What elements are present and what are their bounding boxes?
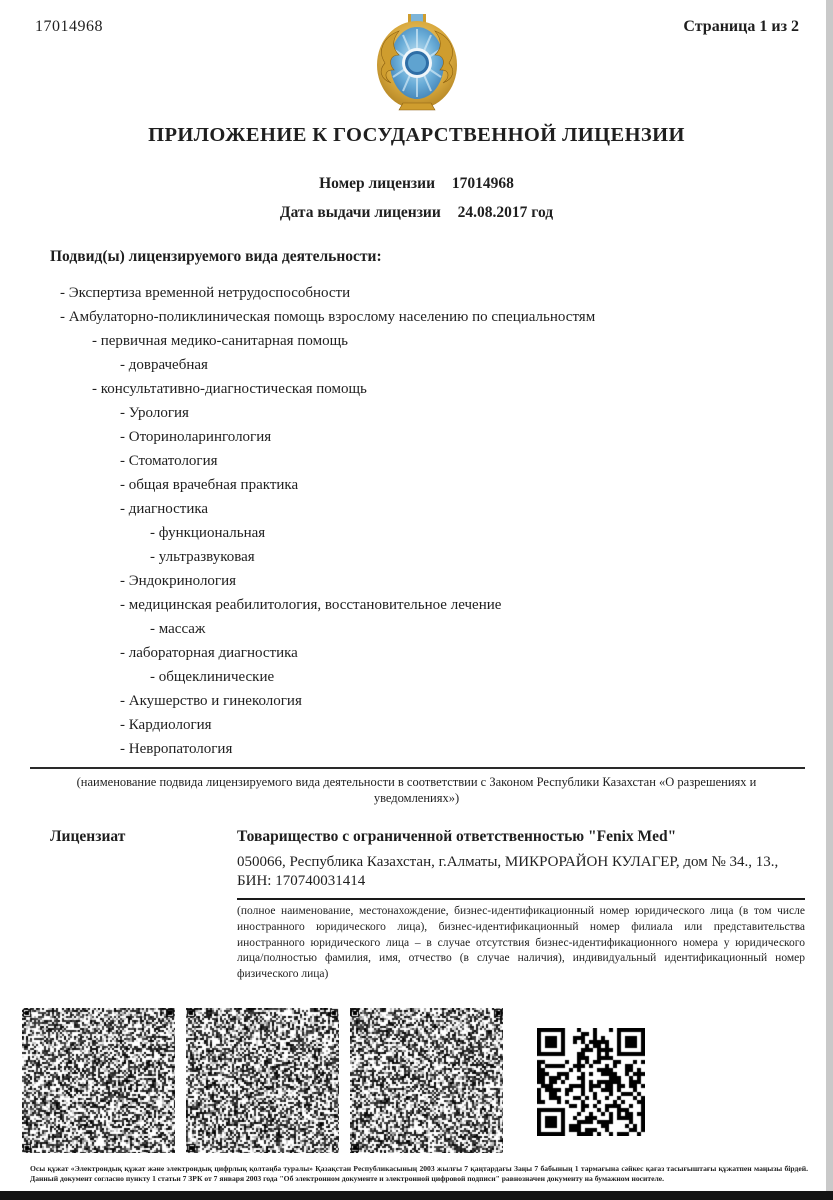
activity-item: - Невропатология [120, 741, 233, 757]
activity-item: - Стоматология [120, 453, 218, 469]
license-number-line [0, 175, 833, 193]
data-matrix-block-icon [186, 1008, 339, 1153]
footer-legal-text: Осы құжат «Электрондық құжат және электрондық цифрлық қолтаңба туралы» Қазақстан Республикасының 2003 жылғы 7 қаңтардағы Заңы 7 бабының 1 тармағына сәйкес қағаз тасығыштағы құжатпен маңызы бірдей. Данный документ согласно пункту 1 статьи 7 ЗРК от 7 января 2003 года "Об электронном документе и электронной цифровой подписи" равнозначен документу на бумажном носителе. [30, 1164, 808, 1183]
licensee-name: Товарищество с ограниченной ответственностью "Fenix Med" [237, 828, 677, 845]
activity-item: - Кардиология [120, 717, 212, 733]
doc-number: 17014968 [35, 18, 103, 35]
license-date-line [0, 204, 833, 222]
license-number-value: 17014968 [451, 175, 514, 192]
page-edge-strip [826, 0, 833, 1200]
license-date-value: 24.08.2017 год [457, 204, 554, 221]
activity-item: - Амбулаторно-поликлиническая помощь взрослому населению по специальностям [60, 309, 596, 325]
activity-item: - доврачебная [120, 357, 208, 373]
activity-item: - массаж [150, 621, 206, 637]
activities-list [0, 281, 833, 761]
kazakhstan-emblem-icon [373, 13, 461, 114]
activity-item: - функциональная [150, 525, 266, 541]
activity-item: - Экспертиза временной нетрудоспособности [60, 285, 351, 301]
activities-caption: (наименование подвида лицензируемого вида деятельности в соответствии с Законом Республики Казахстан «О разрешениях и уведомлениях») [76, 775, 757, 805]
activity-item: - Акушерство и гинекология [120, 693, 302, 709]
activity-item: - ультразвуковая [150, 549, 255, 565]
activity-item: - общеклинические [150, 669, 275, 685]
data-matrix-block-icon [22, 1008, 175, 1153]
activity-item: - первичная медико-санитарная помощь [92, 333, 348, 349]
licensee-note: (полное наименование, местонахождение, бизнес-идентификационный номер юридического лица (в том числе иностранного юридического лица), бизнес-идентификационный номер филиала или представительства иностранного юридического лица – в случае отсутствия бизнес-идентификационного номера у юридического лица/полностью фамилия, имя, отчество (в случае наличия), индивидуальный идентификационный номер физического лица) [237, 905, 805, 981]
licensee-address: 050066, Республика Казахстан, г.Алматы, МИКРОРАЙОН КУЛАГЕР, дом № 34., 13., БИН: 170740031414 [237, 854, 779, 889]
activity-item: - общая врачебная практика [120, 477, 299, 493]
licensee-section [50, 828, 833, 983]
page-title: ПРИЛОЖЕНИЕ К ГОСУДАРСТВЕННОЙ ЛИЦЕНЗИИ [148, 124, 685, 146]
page-indicator: Страница 1 из 2 [683, 18, 799, 35]
activities-heading: Подвид(ы) лицензируемого вида деятельности: [50, 248, 382, 265]
activity-item: - диагностика [120, 501, 209, 517]
licensee-content [237, 828, 805, 983]
activity-item: - медицинская реабилитология, восстановительное лечение [120, 597, 502, 613]
activity-item: - Оториноларингология [120, 429, 272, 445]
activity-item: - Эндокринология [120, 573, 237, 589]
activities-rule [30, 767, 805, 769]
activity-item: - Урология [120, 405, 189, 421]
licensee-rule [237, 898, 805, 900]
bottom-bar [0, 1191, 833, 1200]
license-date-label: Дата выдачи лицензии [279, 204, 441, 221]
activity-item: - лабораторная диагностика [120, 645, 298, 661]
qr-code-icon [537, 1028, 645, 1136]
barcode-area [22, 1008, 812, 1158]
licensee-label: Лицензиат [50, 828, 126, 845]
activity-item: - консультативно-диагностическая помощь [92, 381, 367, 397]
license-number-label: Номер лицензии [319, 175, 436, 192]
data-matrix-block-icon [350, 1008, 503, 1153]
